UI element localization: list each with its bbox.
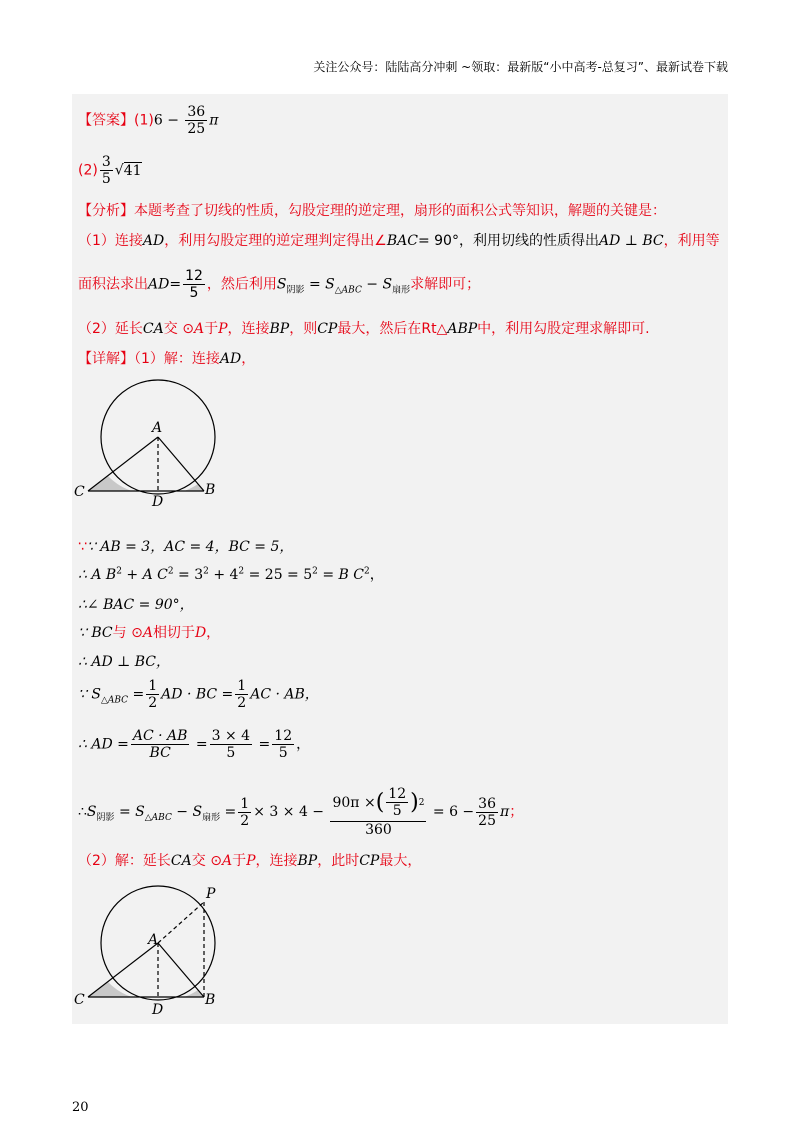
line-ap <box>158 902 204 943</box>
frac-den: 2 <box>240 812 250 829</box>
t: = <box>169 276 182 293</box>
t: + 4 <box>208 567 239 583</box>
t: 扇形 <box>392 285 411 296</box>
frac-den: 2 <box>237 695 247 711</box>
t: 于 <box>232 853 247 869</box>
fraction <box>272 728 294 761</box>
detail-step-3: ∴∠ BAC = 90°， <box>78 597 194 613</box>
t: ，利用勾股定理的逆定理判定得出∠ <box>164 233 387 249</box>
answer-part1-value: 6 − <box>153 112 179 129</box>
t: S <box>86 804 97 820</box>
t: （2）延长 <box>78 321 143 337</box>
label-d: D <box>152 494 164 510</box>
frac-num: 1 <box>148 678 158 694</box>
analysis-line-2 <box>78 230 720 250</box>
t: = 25 = 5 <box>244 567 313 583</box>
t: = 90°，利用切线的性质得出 <box>417 233 599 249</box>
t: = B C <box>317 567 364 583</box>
t: 中，利用勾股定理求解即可. <box>477 321 650 337</box>
t: = <box>128 686 145 703</box>
detail-line-1 <box>78 348 255 368</box>
frac-den: 5 <box>101 171 111 187</box>
frac-den: 25 <box>187 121 206 137</box>
t: = <box>191 736 208 753</box>
t: D <box>194 625 207 641</box>
label-p: P <box>206 886 216 902</box>
t: + A C <box>121 567 168 583</box>
t: AC · AB， <box>250 686 319 703</box>
t: CA <box>170 853 192 869</box>
solution-panel <box>72 94 728 1024</box>
page-header: 关注公众号：陆陆高分冲刺 ~领取：最新版“小中高考-总复习”、最新试卷下载 <box>313 60 728 74</box>
because-sym: ∵ <box>78 539 87 555</box>
sqrt-radicand: 41 <box>123 162 142 179</box>
label-b: B <box>205 482 216 498</box>
t: △ABC <box>144 812 172 823</box>
frac-num: 3 × 4 <box>211 728 251 744</box>
frac-den: 25 <box>478 812 496 829</box>
label-b: B <box>205 992 216 1008</box>
t: CP <box>359 853 380 869</box>
frac-num: 12 <box>274 728 293 744</box>
t: AD ⊥ BC <box>598 233 664 249</box>
detail-step-6 <box>78 678 319 711</box>
t: 交 ⊙ <box>191 853 222 869</box>
t: BP <box>269 321 290 337</box>
frac-den: 5 <box>189 285 199 301</box>
analysis-line-1 <box>78 200 666 220</box>
frac-num <box>330 786 426 822</box>
fraction <box>238 796 251 829</box>
line-ab <box>158 943 204 997</box>
t: A <box>193 321 205 337</box>
t: 交 ⊙ <box>163 321 194 337</box>
t: ∵ AB = 3，AC = 4，BC = 5， <box>86 539 294 555</box>
frac-num: 3 <box>101 154 111 170</box>
t: △ABC <box>334 285 362 296</box>
t: （2）解：延长 <box>78 853 171 869</box>
answer-part2: (2) <box>78 162 98 179</box>
t: 2 <box>418 797 425 808</box>
frac-num: 36 <box>478 795 496 812</box>
fraction <box>210 728 252 761</box>
t: − S <box>361 276 393 293</box>
t: − S <box>171 804 203 820</box>
label-a: A <box>152 420 163 436</box>
t: P <box>246 853 256 869</box>
t: 求解即可； <box>410 276 481 293</box>
sector-fraction <box>330 786 426 838</box>
t: 2 <box>312 566 318 577</box>
t: 最大，然后在Rt△ <box>337 321 448 337</box>
t: 2 <box>363 566 370 577</box>
t: = <box>254 736 271 753</box>
t: 2 <box>238 566 245 577</box>
t: = S <box>114 804 145 820</box>
t: AD <box>142 233 165 249</box>
detail-step-5: ∴ AD ⊥ BC， <box>78 654 171 670</box>
t: ，利用等 <box>663 233 720 249</box>
line-ab <box>158 437 204 491</box>
t: △ABC <box>100 695 129 706</box>
t: ， <box>296 736 311 753</box>
t: ∴ <box>78 804 87 820</box>
fraction <box>131 728 190 761</box>
fraction <box>386 786 408 819</box>
analysis-label: 【分析】 <box>78 203 134 219</box>
fraction <box>476 796 498 829</box>
detail-step-1 <box>78 536 293 556</box>
t: = S <box>304 276 335 293</box>
answer-part1: (1) <box>134 112 154 129</box>
t: ∴ A B <box>78 567 117 583</box>
answer-fraction-1 <box>185 104 207 137</box>
t: π <box>499 804 510 820</box>
t: AD · BC = <box>161 686 234 703</box>
t: 2 <box>116 566 122 577</box>
analysis-line-3 <box>78 268 480 301</box>
figure-1 <box>72 374 232 510</box>
t: = 6 − <box>428 804 475 820</box>
t: ， <box>206 625 221 641</box>
t: ∴ AD = <box>78 736 129 753</box>
label-c: C <box>74 992 85 1008</box>
label-d: D <box>152 1002 164 1018</box>
frac-num: 1 <box>237 678 247 694</box>
frac-num: 12 <box>388 786 407 802</box>
detail-part2-line <box>78 850 421 870</box>
t: = <box>220 804 237 820</box>
analysis-line-4 <box>78 318 650 338</box>
frac-num: 36 <box>187 104 206 120</box>
answer-label: 【答案】 <box>78 112 134 129</box>
t: AD <box>219 351 242 367</box>
frac-num: 12 <box>185 268 203 284</box>
sqrt-symbol: √ <box>114 162 124 179</box>
t: 90π × <box>332 794 376 811</box>
answer-line-1 <box>78 104 218 137</box>
t: 相切于 <box>152 625 195 641</box>
t: ABP <box>447 321 478 337</box>
fraction <box>146 678 159 711</box>
fraction <box>183 268 205 301</box>
page-number: 20 <box>72 1100 89 1115</box>
frac-den: 5 <box>226 745 236 761</box>
t: ，连接 <box>255 853 298 869</box>
t: 与 ⊙ <box>112 625 143 641</box>
t: 于 <box>204 321 219 337</box>
t: 最大， <box>379 853 422 869</box>
paren-right: ) <box>410 789 419 815</box>
t: ，然后利用 <box>206 276 277 293</box>
t: CA <box>142 321 164 337</box>
frac-den: BC <box>149 745 171 761</box>
t: 2 <box>203 566 209 577</box>
shaded-region-right <box>132 484 204 491</box>
answer-line-2 <box>78 154 142 187</box>
label-c: C <box>74 484 85 500</box>
t: × 3 × 4 − <box>253 804 325 820</box>
detail-step-7 <box>78 728 310 761</box>
detail-step-8 <box>78 786 523 838</box>
t: ，连接 <box>227 321 270 337</box>
frac-den: 5 <box>278 745 288 761</box>
t: 面积法求出 <box>78 276 148 293</box>
t: （1）解：连接 <box>134 351 220 367</box>
figure-2 <box>72 880 232 1020</box>
t: ，此时 <box>317 853 360 869</box>
fraction <box>235 678 248 711</box>
t: 扇形 <box>202 812 221 823</box>
t: S <box>276 276 287 293</box>
frac-num: AC · AB <box>132 728 188 744</box>
t: A <box>221 853 233 869</box>
t: 阴影 <box>96 812 115 823</box>
t: 阴影 <box>286 285 305 296</box>
line-ca <box>88 437 158 491</box>
t: ， <box>241 351 256 367</box>
t: BP <box>297 853 318 869</box>
detail-label: 【详解】 <box>78 351 134 367</box>
line-ca <box>88 943 158 997</box>
t: = 3 <box>173 567 204 583</box>
frac-den: 360 <box>365 822 392 838</box>
label-a: A <box>148 932 159 948</box>
t: A <box>142 625 153 641</box>
analysis-text: 本题考查了切线的性质，勾股定理的逆定理，扇形的面积公式等知识，解题的关键是： <box>134 203 666 219</box>
t: 2 <box>167 566 174 577</box>
t: ； <box>509 804 524 820</box>
t: ，则 <box>289 321 318 337</box>
answer-fraction-2 <box>100 154 113 187</box>
t: CP <box>317 321 338 337</box>
detail-step-2 <box>78 564 384 584</box>
detail-step-4 <box>78 622 220 642</box>
t: ， <box>369 567 384 583</box>
paren-left: ( <box>375 789 385 815</box>
pi-symbol: π <box>209 112 219 129</box>
frac-den: 5 <box>392 803 402 819</box>
t: ∵ S <box>78 686 101 703</box>
t: BAC <box>386 233 418 249</box>
t: P <box>218 321 228 337</box>
frac-den: 2 <box>148 695 158 711</box>
frac-num: 1 <box>240 795 250 812</box>
t: ∵ BC <box>78 625 113 641</box>
t: （1）连接 <box>78 233 143 249</box>
t: AD <box>148 276 170 293</box>
